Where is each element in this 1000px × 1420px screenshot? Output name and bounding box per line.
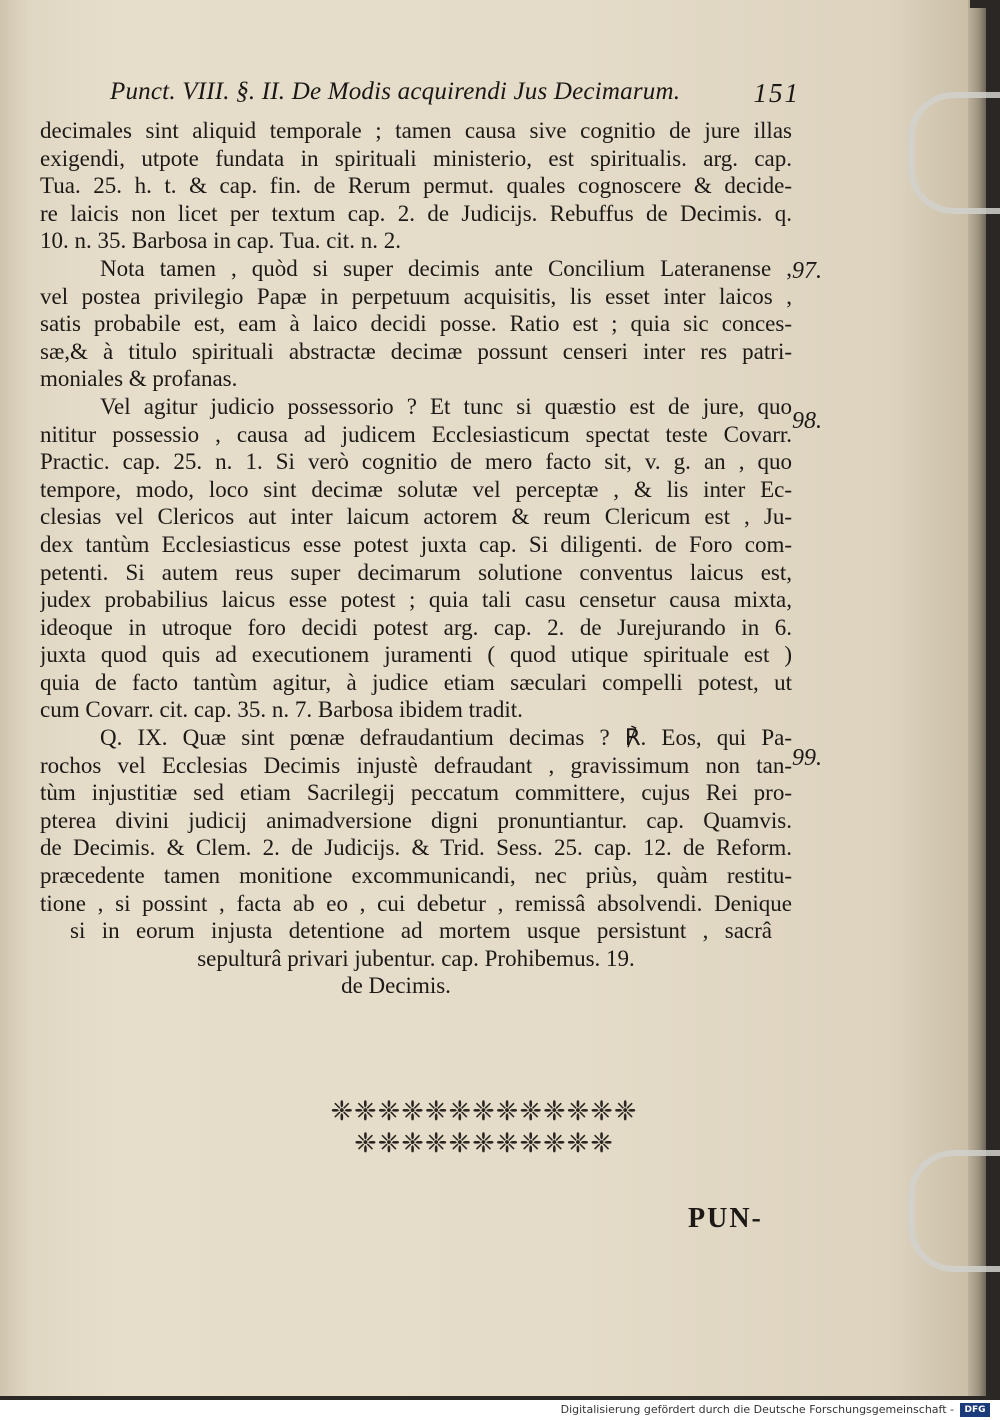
text-line: sæ,& à titulo spirituali abstractæ decimæ possunt censeri inter res patri- [40, 338, 792, 364]
page-clip-top [908, 92, 1000, 214]
text-line: decimales sint aliquid temporale ; tamen causa sive cognitio de jure illas [40, 118, 792, 143]
footer-bar [0, 1400, 1000, 1420]
running-header [110, 78, 800, 116]
body-text [40, 117, 792, 1000]
running-title: Punct. VIII. §. II. De Modis acquirendi Jus Decimarum. [110, 78, 681, 105]
dfg-logo: DFG [960, 1403, 990, 1417]
text-line: exigendi, utpote fundata in spirituali ministerio, est spiritualis. arg. cap. [40, 145, 792, 171]
catchword: PUN- [688, 1203, 763, 1234]
margin-number-99: 99. [792, 745, 822, 771]
text-line: petenti. Si autem reus super decimarum solutione conventus laicus est, [40, 559, 792, 585]
text-line: nititur possessio , causa ad judicem Ecclesiasticum spectat teste Covarr. [40, 421, 792, 447]
text-line: de Decimis. [341, 973, 451, 999]
text-line: sepulturâ privari jubentur. cap. Prohibemus. 19. [197, 945, 635, 971]
text-line: Q. IX. Quæ sint pœnæ defraudantium decimas ? ℟. Eos, qui Pa- [100, 725, 792, 751]
ornament-row-2: ❈❈❈❈❈❈❈❈❈❈❈ [354, 1128, 614, 1158]
text-line: cum Covarr. cit. cap. 35. n. 7. Barbosa ibidem tradit. [40, 697, 523, 723]
text-line: juxta quod quis ad executionem juramenti ( quod utique spirituale est ) [40, 642, 792, 668]
page-number: 151 [753, 78, 800, 108]
text-line: re laicis non licet per textum cap. 2. de Judicijs. Rebuffus de Decimis. q. [40, 200, 792, 226]
text-line: dex tantùm Ecclesiasticus esse potest juxta cap. Si diligenti. de Foro com- [40, 531, 792, 557]
text-line: rochos vel Ecclesias Decimis injustè defraudant , gravissimum non tan- [40, 752, 792, 778]
text-line: tùm injustitiæ sed etiam Sacrilegij peccatum committere, cujus Rei pro- [40, 780, 792, 806]
text-line: ideoque in utroque foro decidi potest arg. cap. 2. de Jurejurando in 6. [40, 614, 792, 640]
text-line: satis probabile est, eam à laico decidi posse. Ratio est ; quia sic conces- [40, 311, 792, 337]
text-line: pterea divini judicij animadversione digni pronuntiantur. cap. Quamvis. [40, 807, 792, 833]
margin-number-97: 97. [792, 258, 822, 284]
ornament-row-1: ❈❈❈❈❈❈❈❈❈❈❈❈❈ [330, 1096, 638, 1126]
text-line: judex probabilius laicus esse potest ; quia tali casu censetur causa mixta, [40, 587, 792, 613]
text-line: Nota tamen , quòd si super decimis ante Concilium Lateranense , [100, 255, 792, 281]
page-clip-bottom [908, 1150, 1000, 1272]
text-line: tempore, modo, loco sint decimæ solutæ vel perceptæ , & lis inter Ec- [40, 476, 792, 502]
text-line: tione , si possint , facta ab eo , cui debetur , remissâ absolvendi. Denique [40, 890, 792, 916]
text-line: moniales & profanas. [40, 366, 238, 392]
text-line: clesias vel Clericos aut inter laicum actorem & reum Clericum est , Ju- [40, 504, 792, 530]
text-line: 10. n. 35. Barbosa in cap. Tua. cit. n. 2. [40, 228, 401, 254]
text-line: quia de facto tantùm agitur, à judice etiam sæculari compelli potest, ut [40, 669, 792, 695]
margin-number-98: 98. [792, 408, 822, 434]
text-line: Tua. 25. h. t. & cap. fin. de Rerum permut. quales cognoscere & decide- [40, 173, 792, 199]
text-line: de Decimis. & Clem. 2. de Judicijs. & Trid. Sess. 25. cap. 12. de Reform. [40, 835, 792, 861]
text-line: si in eorum injusta detentione ad mortem usque persistunt , sacrâ [70, 918, 772, 944]
fleuron-ornament [0, 1095, 968, 1159]
text-line: Practic. cap. 25. n. 1. Si verò cognitio de mero facto sit, v. g. an , quo [40, 449, 792, 475]
text-line: præcedente tamen monitione excommunicandi, nec priùs, quàm restitu- [40, 863, 792, 889]
text-line: Vel agitur judicio possessorio ? Et tunc si quæstio est de jure, quo [100, 393, 792, 419]
text-line: vel postea privilegio Papæ in perpetuum acquisitis, lis esset inter laicos , [40, 283, 792, 309]
footer-credit: Digitalisierung gefördert durch die Deutsche Forschungsgemeinschaft - [560, 1403, 954, 1416]
